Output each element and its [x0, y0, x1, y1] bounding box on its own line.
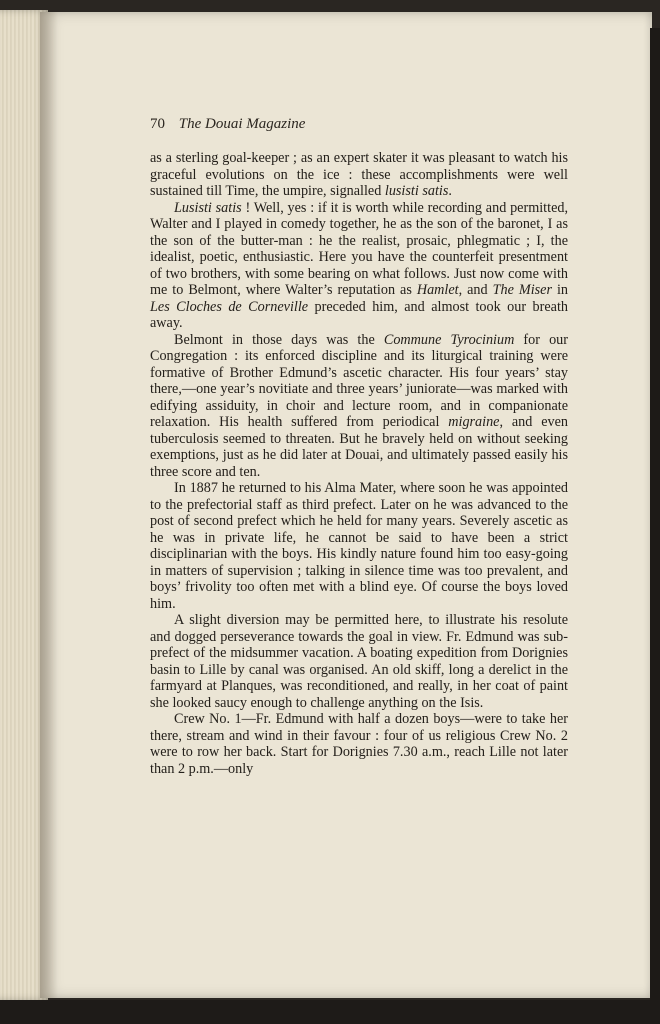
paragraph [150, 480, 568, 612]
running-header [150, 116, 305, 133]
text-run: In 1887 he returned to his Alma Mater, where soon he was appointed to the prefectorial staff as third prefect. Later on he was advanced to the post of second prefect which he held for many years. Severely ascetic as he was in private life, he cannot be said to have been a strict disciplinarian with the boys. His kindly nature found him too easy-going in matters of supervision ; talking in silence time was too prevalent, and boys’ frivolity too often met with a blind eye. Of course the boys loved him. [150, 480, 568, 612]
publication-title: The Douai Magazine [178, 116, 306, 132]
text-run: . [448, 183, 452, 199]
italic-text: The Miser [492, 282, 552, 298]
text-run: for our Congregation : its enforced discipline and its liturgical training were formative of Brother Edmund’s ascetic character. His four years’ stay there,—one year’s novitiate and three years’ juniorate—was marked with edifying assiduity, in choir and lecture room, and in companionate relaxation. His health suffered from periodical [150, 331, 568, 430]
paragraph [150, 711, 568, 777]
italic-text: Hamlet [416, 282, 459, 298]
text-run: ! Well, yes : if it is worth while recording and permitted, Walter and I played in comedy together, he as the son of the baronet, I as the son of the butter-man : he the realist, prosaic, phlegmatic ; I, the idealist, poetic, enthusiastic. Here you have the counterfeit presentment of two brothers, with some bearing on what follows. Just now come with me to Belmont, where Walter’s reputation as [150, 199, 569, 298]
paragraph [150, 612, 568, 711]
body-text [150, 150, 568, 777]
paragraph [150, 200, 568, 332]
text-run: A slight diversion may be permitted here, to illustrate his resolute and dogged perseverance towards the goal in view. Fr. Edmund was sub-prefect of the midsummer vacation. A boating expedition from Dorignies basin to Lille by canal was organised. An old skiff, long a derelict in the farmyard at Planques, was reconditioned, and really, in her coat of paint she looked saucy enough to challenge anything on the Isis. [150, 612, 568, 711]
text-run: , and [458, 282, 493, 298]
text-run: Belmont in those days was the [174, 331, 384, 348]
text-run: Crew No. 1—Fr. Edmund with half a dozen boys—were to take her there, stream and wind in their favour : four of us religious Crew No. 2 were to row her back. Start for Dorignies 7.30 a.m., reach Lille not later than 2 p.m.—only [150, 711, 568, 777]
text-run: as a sterling goal-keeper ; as an expert skater it was pleasant to watch his graceful evolutions on the ice : these accomplishments were well sustained till Time, the umpire, signalled [150, 150, 568, 199]
text-run: in [551, 282, 568, 298]
scan-right-border [650, 28, 660, 1004]
text-run: , and even tuberculosis seemed to threaten. But he bravely held on without seeking exemptions, just as he did later at Douai, and ultimately passed easily his three score and ten. [150, 414, 568, 480]
italic-text: lusisti satis [384, 183, 449, 199]
italic-text: migraine [448, 414, 500, 430]
text-run: preceded him, and almost took our breath away. [150, 298, 568, 331]
italic-text: Lusisti satis [174, 199, 242, 216]
italic-text: Les Cloches de Corneville [150, 298, 309, 315]
italic-text: Commune Tyrocinium [383, 331, 515, 348]
paragraph [150, 150, 568, 200]
scan-bottom-border [0, 1000, 660, 1024]
paragraph [150, 332, 568, 481]
book-gutter-shadow [40, 12, 58, 998]
page-number: 70 [150, 116, 165, 132]
